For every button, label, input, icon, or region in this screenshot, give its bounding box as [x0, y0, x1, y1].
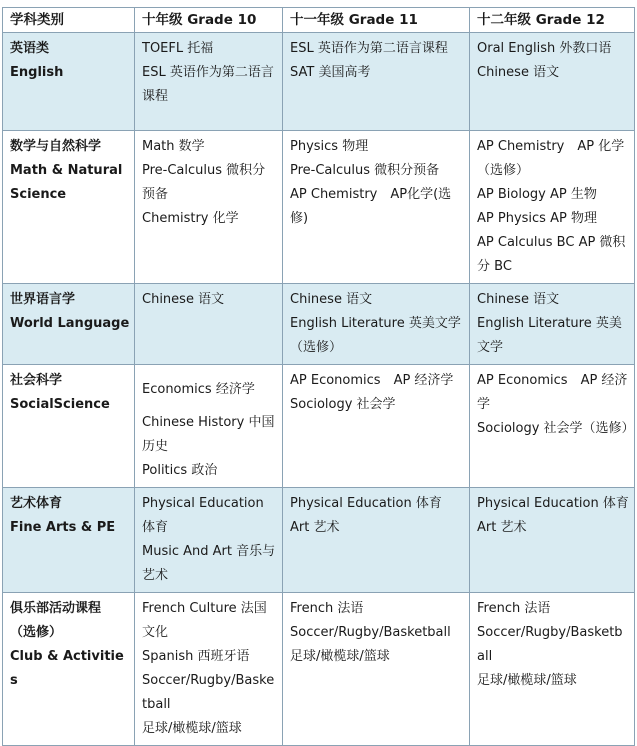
course-item: Chinese 语文 — [477, 292, 560, 307]
category-cell — [3, 33, 135, 131]
course-item: Art 艺术 — [477, 520, 527, 535]
course-item: 足球/橄榄球/篮球 — [477, 673, 577, 688]
category-cn: 英语类 — [10, 41, 50, 56]
course-item: Chinese 语文 — [142, 292, 225, 307]
course-item: ESL 英语作为第二语言课程 — [290, 41, 448, 56]
course-item: Economics 经济学 — [142, 382, 255, 397]
header-grade-12: 十二年级 Grade 12 — [470, 8, 635, 33]
course-item: AP Biology AP 生物 — [477, 187, 597, 202]
course-item: Math 数学 — [142, 139, 205, 154]
course-item: Chinese 语文 — [477, 65, 560, 80]
course-item: Chinese History 中国历史 — [142, 415, 275, 454]
table-row — [3, 593, 635, 746]
curriculum-table — [2, 7, 635, 746]
table-row — [3, 488, 635, 593]
course-item: 足球/橄榄球/篮球 — [142, 721, 242, 736]
table-row — [3, 131, 635, 284]
course-item: Physical Education 体育 — [477, 496, 629, 511]
grade-10-cell — [135, 131, 283, 284]
grade-12-cell — [470, 365, 635, 488]
header-grade-11: 十一年级 Grade 11 — [283, 8, 470, 33]
course-item: Sociology 社会学 — [290, 397, 396, 412]
grade-10-cell — [135, 488, 283, 593]
course-item: Politics 政治 — [142, 463, 218, 478]
course-item: AP Economics AP 经济学 — [290, 373, 454, 388]
category-en: English — [10, 65, 64, 80]
course-item: SAT 美国高考 — [290, 65, 371, 80]
grade-11-cell — [283, 488, 470, 593]
course-item: Physical Education 体育 — [142, 496, 264, 535]
category-optional: （选修） — [10, 625, 63, 640]
course-item: 足球/橄榄球/篮球 — [290, 649, 390, 664]
course-item: Soccer/Rugby/Basketball — [290, 625, 451, 640]
course-item: French Culture 法国文化 — [142, 601, 267, 640]
course-item: French 法语 — [477, 601, 551, 616]
course-item: TOEFL 托福 — [142, 41, 214, 56]
course-item: Pre-Calculus 微积分预备 — [290, 163, 440, 178]
grade-12-cell — [470, 33, 635, 131]
course-item: AP Economics AP 经济学 — [477, 373, 628, 412]
course-item: AP Calculus BC AP 微积分 BC — [477, 235, 626, 274]
category-en: Fine Arts & PE — [10, 520, 116, 535]
header-row — [3, 8, 635, 33]
course-item: Soccer/Rugby/Basketball — [477, 625, 623, 664]
category-en: World Language — [10, 316, 130, 331]
course-item: French 法语 — [290, 601, 364, 616]
category-cell — [3, 131, 135, 284]
category-cn: 艺术体育 — [10, 496, 63, 511]
course-item: Spanish 西班牙语 — [142, 649, 250, 664]
category-cell — [3, 365, 135, 488]
grade-12-cell — [470, 593, 635, 746]
category-cn: 世界语言学 — [10, 292, 76, 307]
header-grade-10: 十年级 Grade 10 — [135, 8, 283, 33]
category-cell — [3, 284, 135, 365]
header-category: 学科类别 — [3, 8, 135, 33]
course-item: Chemistry 化学 — [142, 211, 239, 226]
grade-11-cell — [283, 365, 470, 488]
grade-10-cell — [135, 365, 283, 488]
course-item: Pre-Calculus 微积分预备 — [142, 163, 266, 202]
course-item: Music And Art 音乐与艺术 — [142, 544, 276, 583]
table-row — [3, 365, 635, 488]
grade-10-cell — [135, 33, 283, 131]
grade-11-cell — [283, 284, 470, 365]
category-cn: 社会科学 — [10, 373, 63, 388]
category-en: Club & Activities — [10, 649, 124, 688]
course-item: Sociology 社会学（选修） — [477, 421, 635, 436]
course-item: AP Chemistry AP 化学（选修） — [477, 139, 625, 178]
course-item: AP Chemistry AP化学(选修) — [290, 187, 452, 226]
category-cn: 俱乐部活动课程 — [10, 601, 102, 616]
category-cell — [3, 593, 135, 746]
table-row — [3, 33, 635, 131]
grade-11-cell — [283, 33, 470, 131]
course-item: ESL 英语作为第二语言课程 — [142, 65, 274, 104]
course-item: Art 艺术 — [290, 520, 340, 535]
course-item: English Literature 英美文学（选修） — [290, 316, 461, 355]
category-en: Math & Natural Science — [10, 163, 123, 202]
grade-12-cell — [470, 488, 635, 593]
course-item: Physical Education 体育 — [290, 496, 442, 511]
category-cn: 数学与自然科学 — [10, 139, 102, 154]
course-item: Soccer/Rugby/Basketball — [142, 673, 275, 712]
category-en: SocialScience — [10, 397, 110, 412]
course-item: Physics 物理 — [290, 139, 369, 154]
course-item: English Literature 英美文学 — [477, 316, 622, 355]
course-item: AP Physics AP 物理 — [477, 211, 597, 226]
course-item: Oral English 外教口语 — [477, 41, 612, 56]
table-row — [3, 284, 635, 365]
grade-11-cell — [283, 593, 470, 746]
category-cell — [3, 488, 135, 593]
grade-10-cell — [135, 593, 283, 746]
grade-10-cell — [135, 284, 283, 365]
grade-11-cell — [283, 131, 470, 284]
grade-12-cell — [470, 131, 635, 284]
course-item: Chinese 语文 — [290, 292, 373, 307]
grade-12-cell — [470, 284, 635, 365]
